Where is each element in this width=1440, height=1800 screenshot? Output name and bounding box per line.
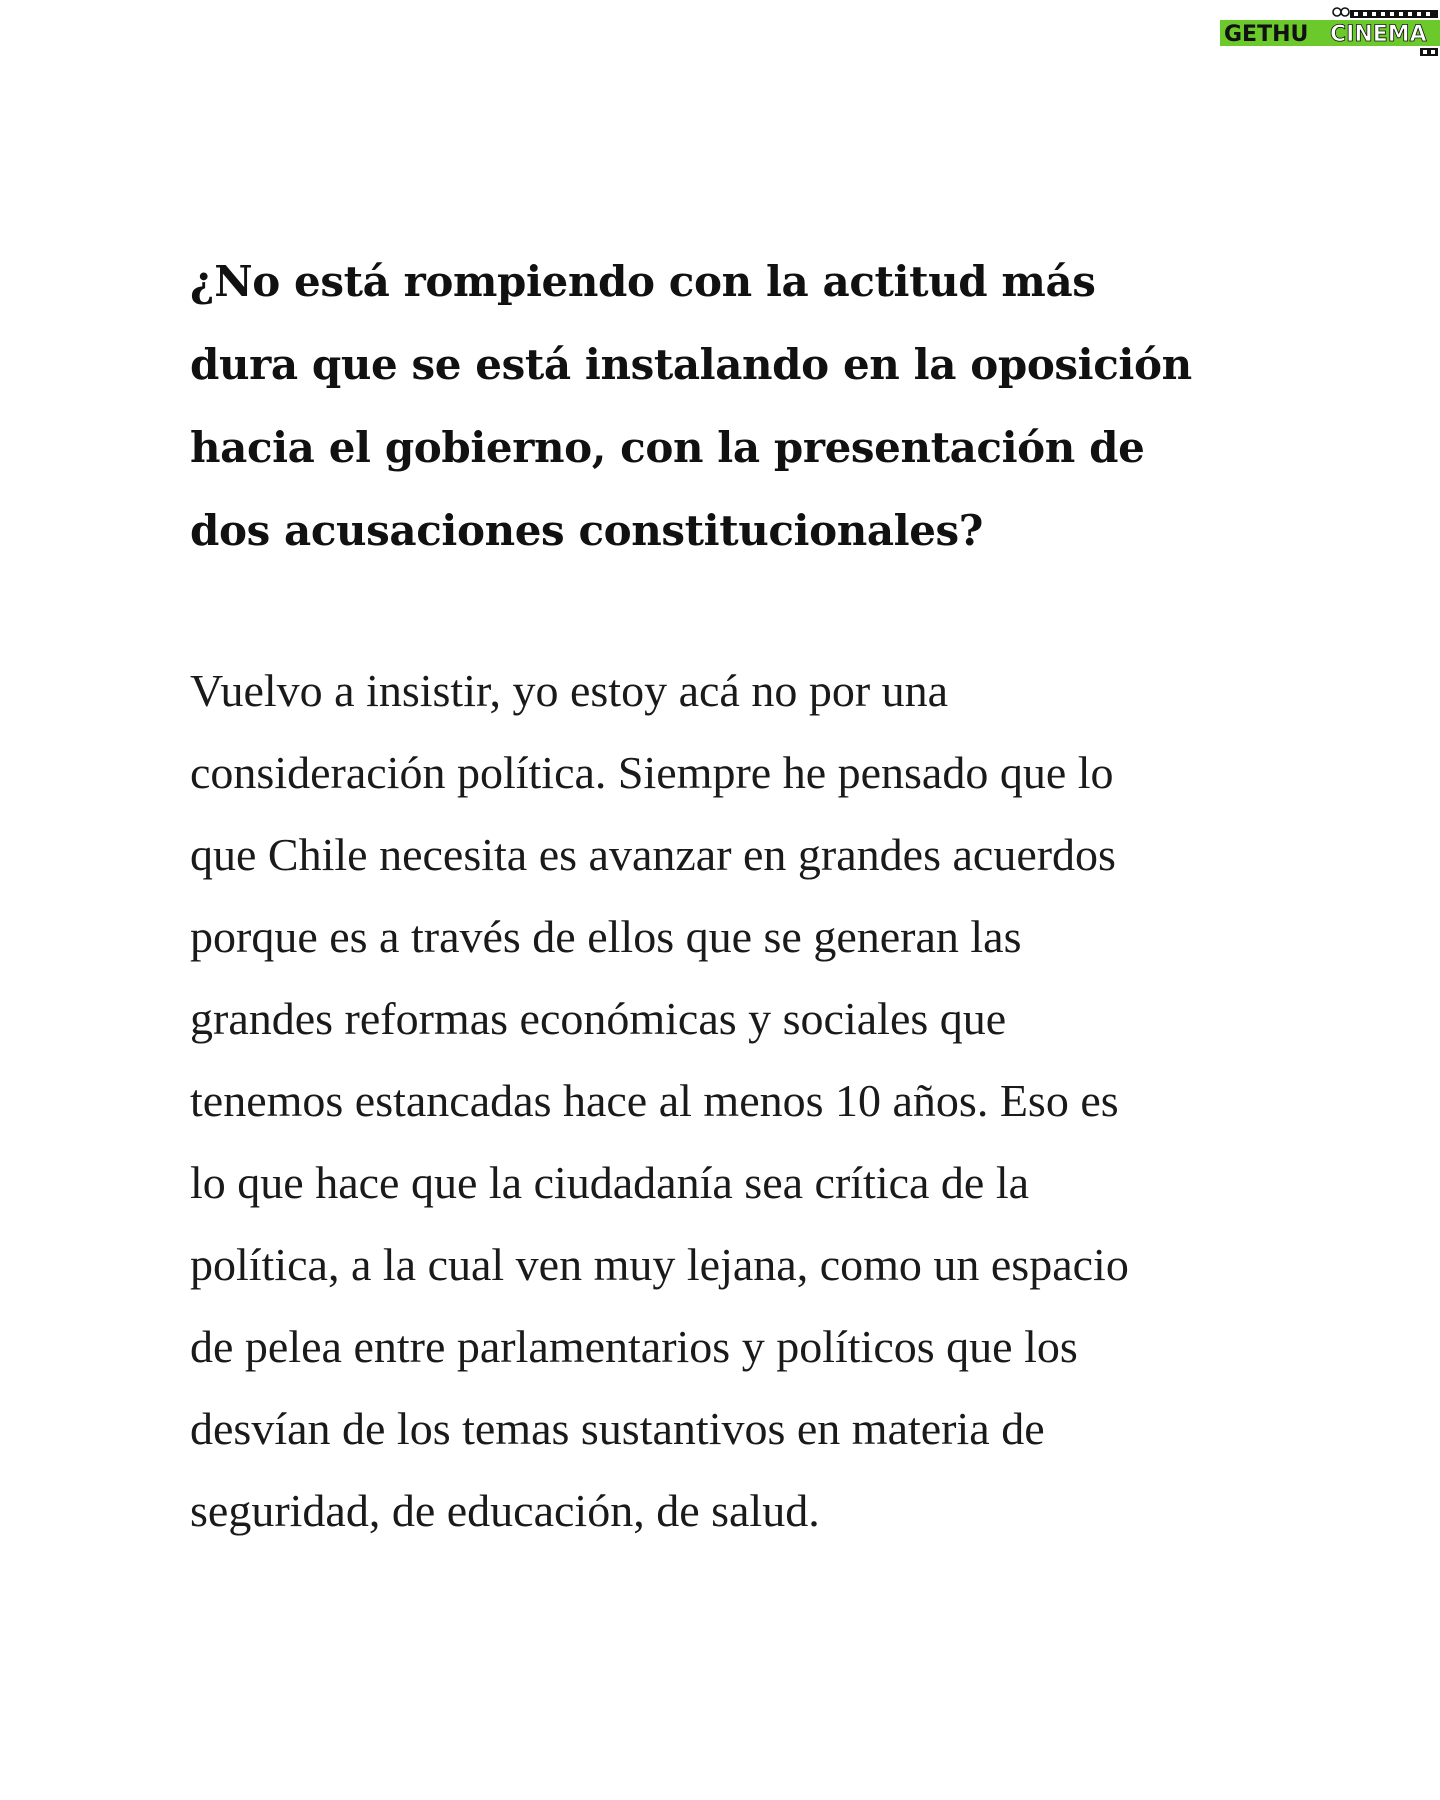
logo-text-cinema: CINEMA (1330, 22, 1427, 47)
answer-line: Vuelvo a insistir, yo estoy acá no por una (190, 665, 949, 716)
answer-line: política, a la cual ven muy lejana, como un espacio (190, 1239, 1129, 1290)
answer-line: de pelea entre parlamentarios y políticos que los (190, 1321, 1078, 1372)
answer-line: que Chile necesita es avanzar en grandes acuerdos (190, 829, 1116, 880)
question-line: hacia el gobierno, con la presentación de (190, 423, 1145, 472)
answer-line: consideración política. Siempre he pensado que lo (190, 747, 1114, 798)
answer-line: seguridad, de educación, de salud. (190, 1485, 820, 1536)
question-line: ¿No está rompiendo con la actitud más (190, 257, 1096, 306)
gethucinema-logo (1218, 6, 1440, 60)
answer-line: lo que hace que la ciudadanía sea crítica de la (190, 1157, 1030, 1208)
answer-line: desvían de los temas sustantivos en materia de (190, 1403, 1045, 1454)
question-line: dura que se está instalando en la oposición (190, 340, 1192, 389)
interview-question (190, 240, 1270, 572)
interview-answer (190, 650, 1280, 1552)
answer-line: porque es a través de ellos que se generan las (190, 911, 1022, 962)
answer-line: tenemos estancadas hace al menos 10 años. Eso es (190, 1075, 1119, 1126)
question-line: dos acusaciones constitucionales? (190, 506, 983, 555)
logo-text-gethu: GETHU (1224, 22, 1309, 47)
answer-line: grandes reformas económicas y sociales que (190, 993, 1007, 1044)
